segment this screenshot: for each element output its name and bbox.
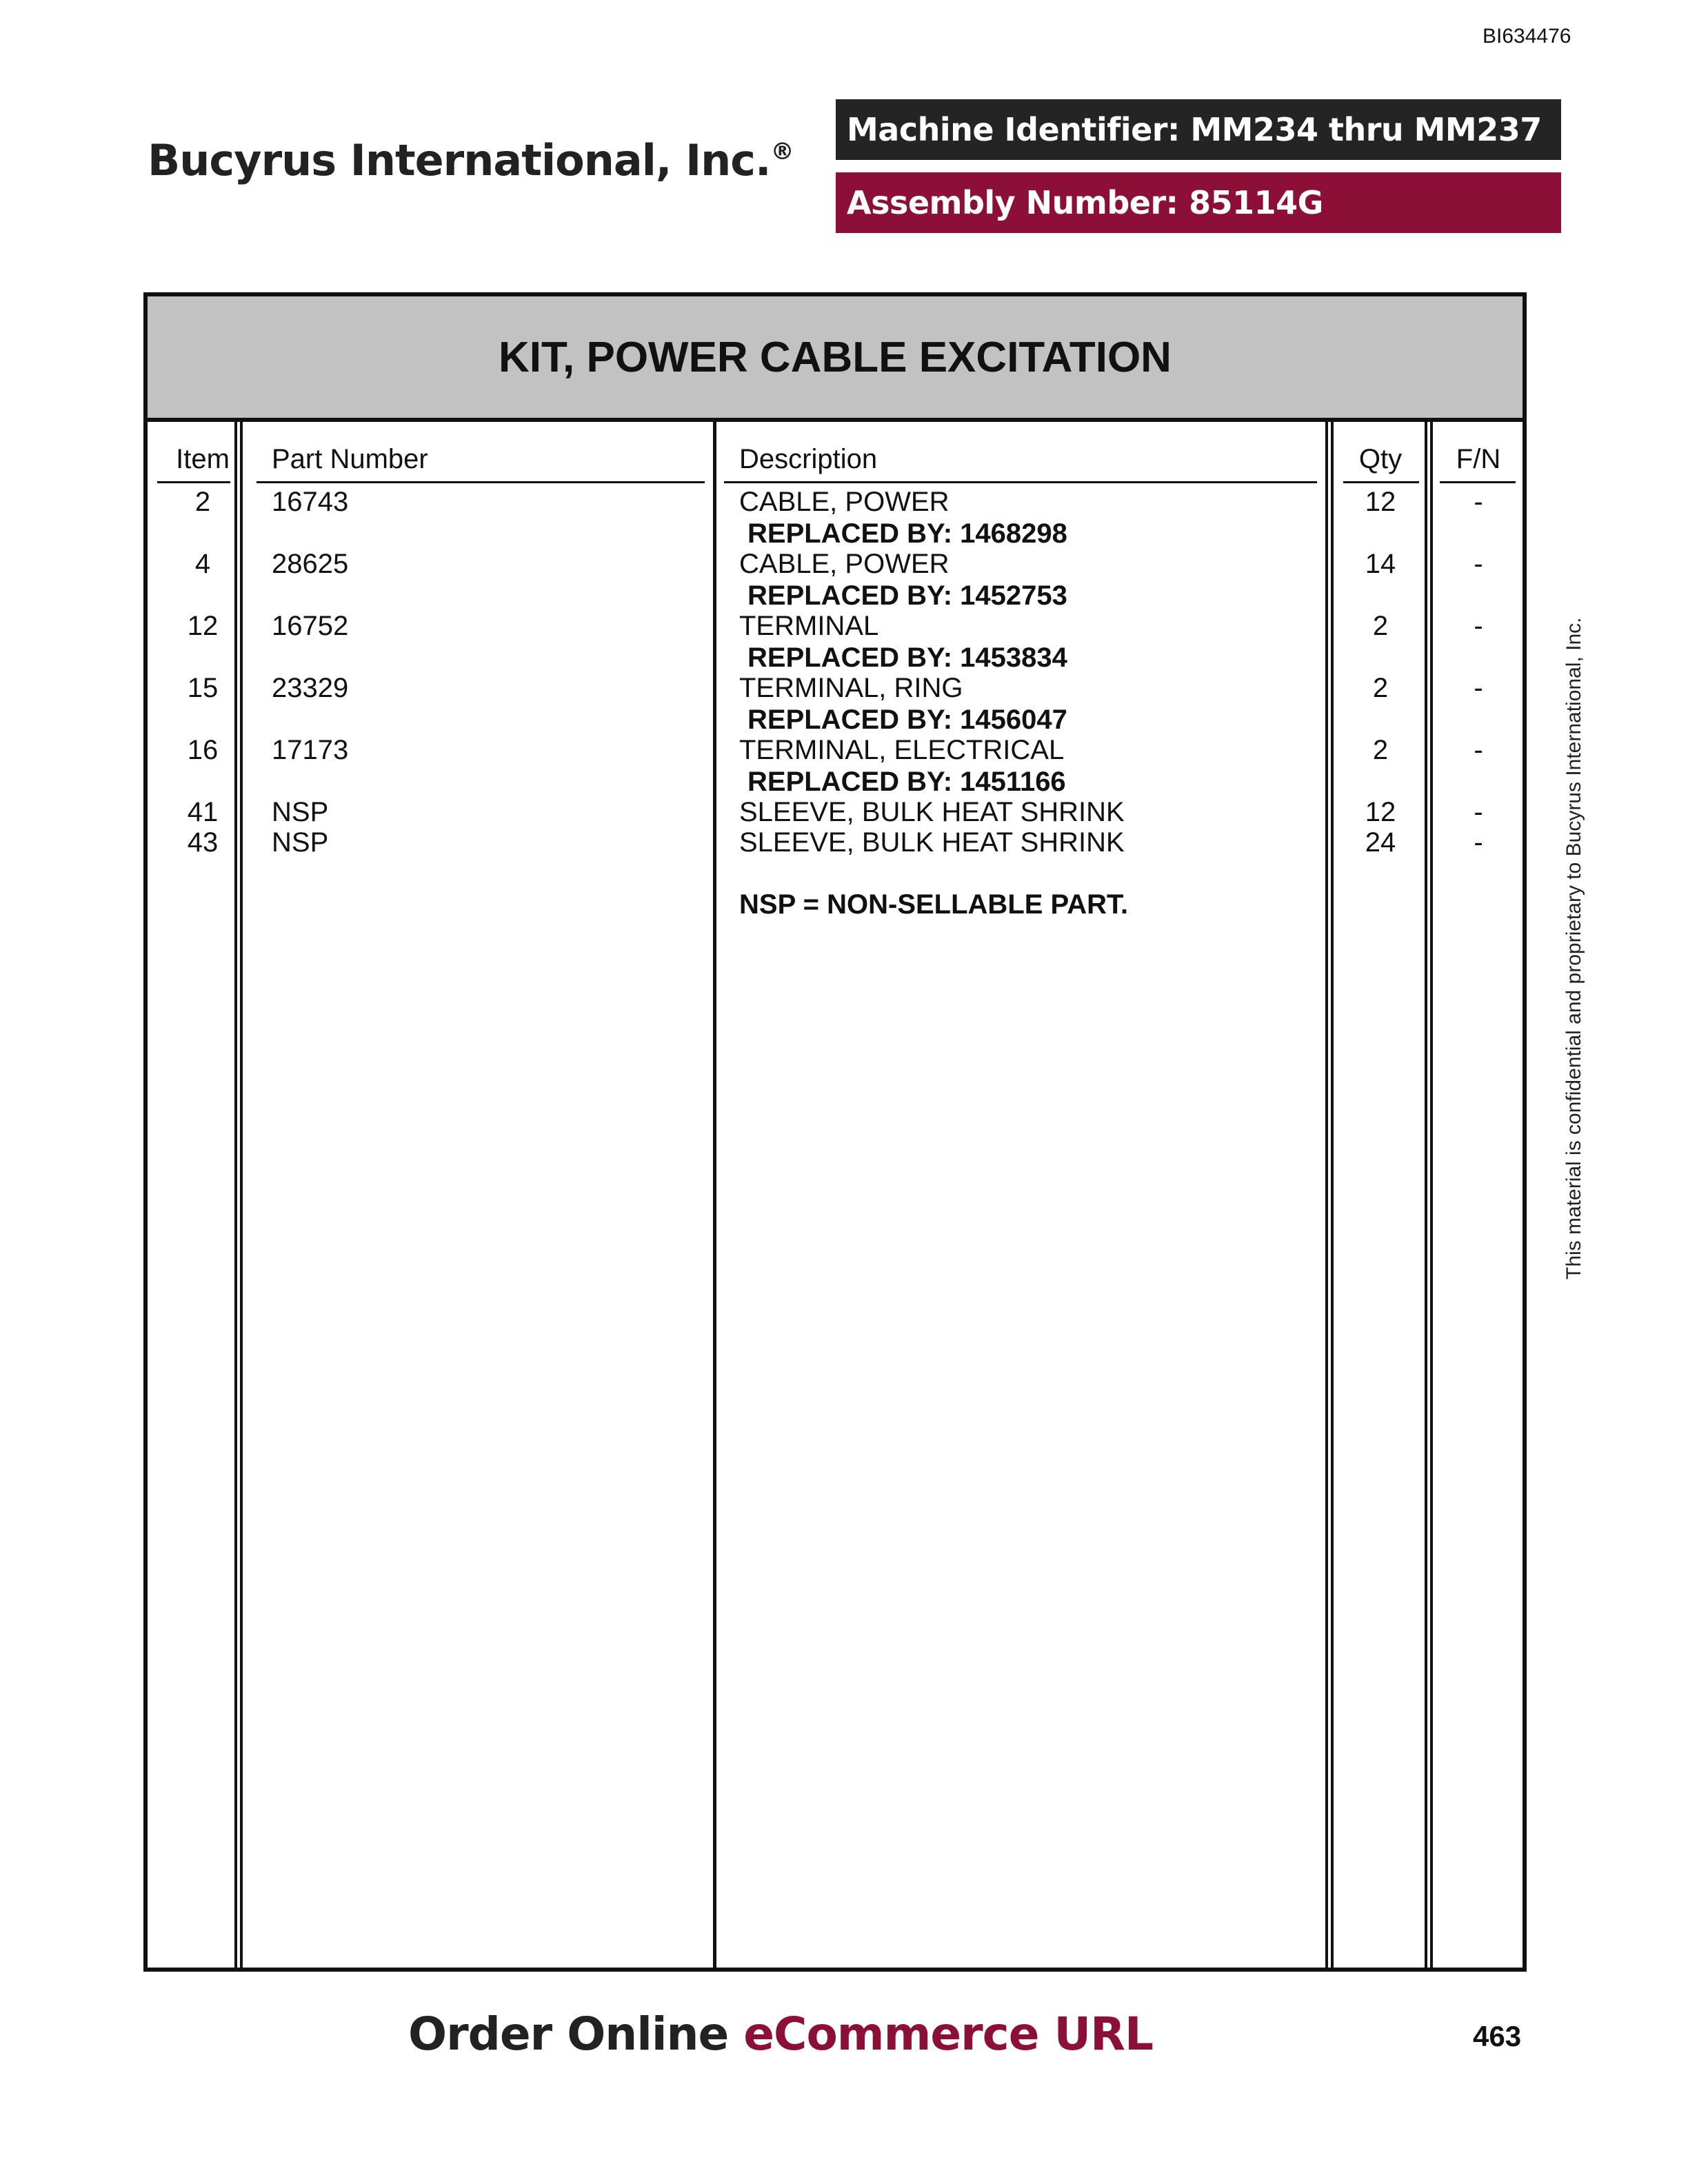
confidentiality-note: This material is confidential and proprietary to Bucyrus International, Inc. (1563, 617, 1585, 1280)
order-online-banner (408, 2008, 1153, 2061)
row-4-fn: - (1474, 673, 1483, 703)
row-2-qty: 14 (1365, 549, 1396, 579)
row-3-replaced-by: REPLACED BY: 1453834 (747, 643, 1067, 673)
row-3-description: TERMINAL (739, 611, 879, 641)
row-4-part-number: 23329 (272, 673, 349, 703)
column-divider (713, 422, 716, 1968)
row-6-part-number: NSP (272, 797, 329, 827)
row-2-item: 4 (194, 549, 211, 579)
row-1-fn: - (1474, 487, 1483, 517)
document-id: BI634476 (1483, 25, 1571, 48)
parts-table-frame (143, 292, 1527, 1972)
column-divider (1425, 422, 1433, 1968)
row-6-qty: 12 (1365, 797, 1396, 827)
column-header-qty: Qty (1358, 444, 1403, 474)
column-header-description: Description (739, 444, 878, 474)
row-2-fn: - (1474, 549, 1483, 579)
row-6-fn: - (1474, 797, 1483, 827)
row-5-qty: 2 (1372, 735, 1389, 765)
machine-identifier-box: Machine Identifier: MM234 thru MM237 (836, 99, 1561, 160)
nsp-note: NSP = NON-SELLABLE PART. (739, 889, 1129, 920)
row-1-part-number: 16743 (272, 487, 349, 517)
registered-mark: ® (770, 138, 794, 165)
header-rule (257, 481, 705, 483)
header-rule (1440, 481, 1516, 483)
row-3-fn: - (1474, 611, 1483, 641)
order-online-text: Order Online (408, 2008, 729, 2061)
row-3-part-number: 16752 (272, 611, 349, 641)
row-4-description: TERMINAL, RING (739, 673, 963, 703)
row-7-part-number: NSP (272, 827, 329, 858)
row-5-fn: - (1474, 735, 1483, 765)
header-rule (1343, 481, 1419, 483)
ecommerce-url-text: eCommerce URL (743, 2008, 1153, 2061)
row-4-replaced-by: REPLACED BY: 1456047 (747, 705, 1067, 735)
assembly-number-box: Assembly Number: 85114G (836, 172, 1561, 233)
column-header-item: Item (176, 444, 230, 474)
company-name (148, 135, 794, 185)
row-2-part-number: 28625 (272, 549, 349, 579)
column-header-fn: F/N (1456, 444, 1501, 474)
company-name-text: Bucyrus International, Inc. (148, 135, 771, 185)
row-2-description: CABLE, POWER (739, 549, 950, 579)
row-7-qty: 24 (1365, 827, 1396, 858)
row-7-fn: - (1474, 827, 1483, 858)
title-band (148, 296, 1523, 422)
row-1-replaced-by: REPLACED BY: 1468298 (747, 518, 1067, 549)
row-5-part-number: 17173 (272, 735, 349, 765)
row-3-qty: 2 (1372, 611, 1389, 641)
row-4-item: 15 (187, 673, 219, 703)
column-divider (1325, 422, 1334, 1968)
column-divider (234, 422, 243, 1968)
row-7-item: 43 (187, 827, 219, 858)
row-1-item: 2 (194, 487, 211, 517)
column-header-part-number: Part Number (272, 444, 428, 474)
row-5-replaced-by: REPLACED BY: 1451166 (747, 767, 1066, 797)
row-4-qty: 2 (1372, 673, 1389, 703)
row-1-qty: 12 (1365, 487, 1396, 517)
header-rule (157, 481, 230, 483)
row-5-item: 16 (187, 735, 219, 765)
row-1-description: CABLE, POWER (739, 487, 950, 517)
row-6-item: 41 (187, 797, 219, 827)
page-number: 463 (1473, 2020, 1522, 2052)
header-rule (724, 481, 1317, 483)
row-6-description: SLEEVE, BULK HEAT SHRINK (739, 797, 1125, 827)
row-5-description: TERMINAL, ELECTRICAL (739, 735, 1065, 765)
kit-title: KIT, POWER CABLE EXCITATION (499, 333, 1172, 381)
row-7-description: SLEEVE, BULK HEAT SHRINK (739, 827, 1125, 858)
row-3-item: 12 (187, 611, 219, 641)
row-2-replaced-by: REPLACED BY: 1452753 (747, 580, 1067, 611)
